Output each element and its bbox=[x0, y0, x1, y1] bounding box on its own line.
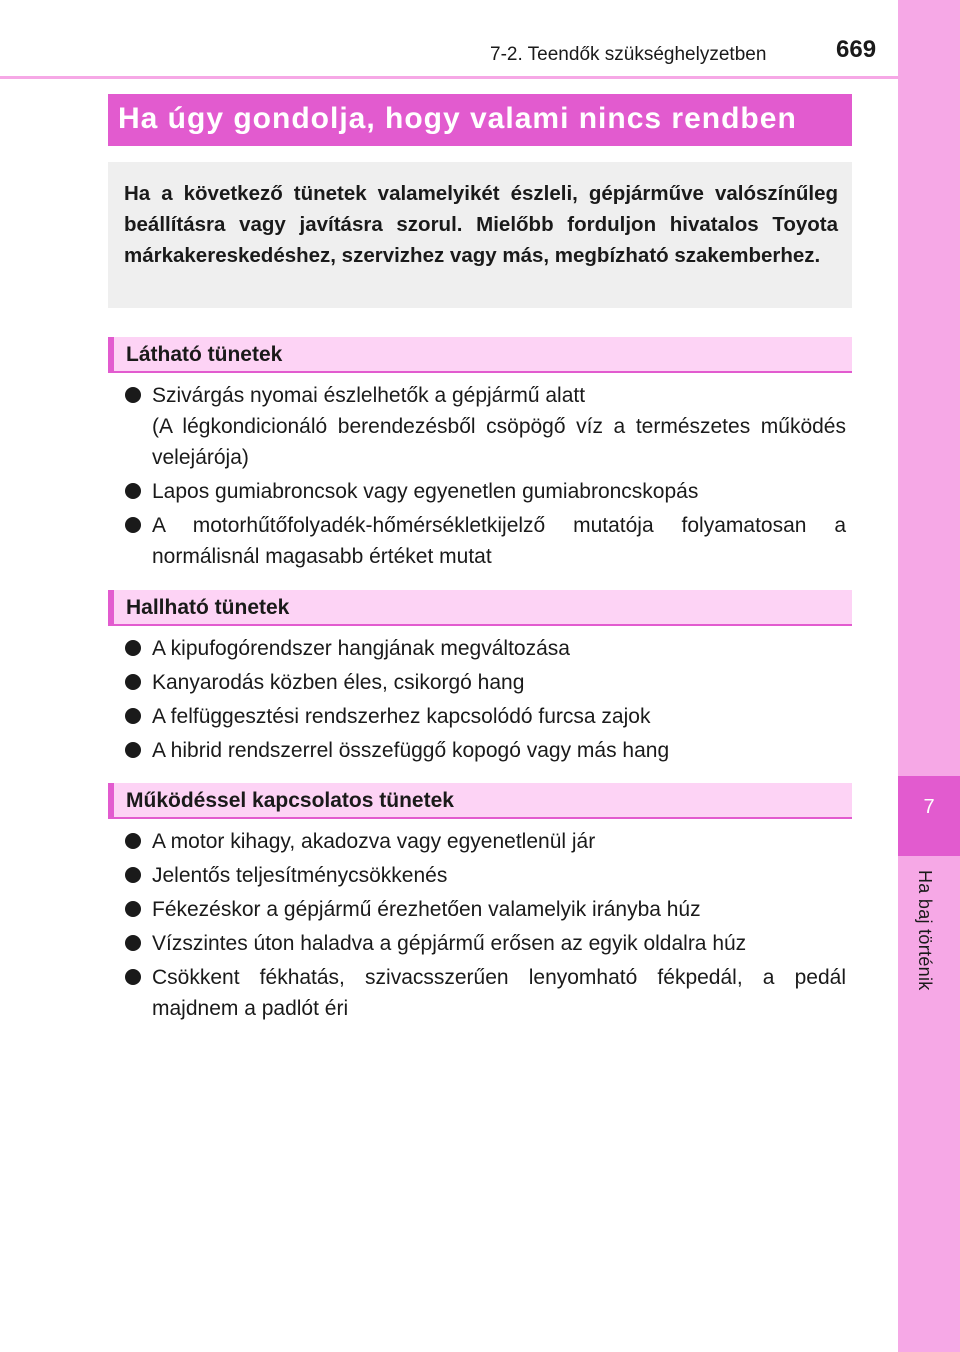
header-divider bbox=[0, 76, 898, 79]
list-item bbox=[124, 701, 846, 732]
bullet-dot-icon bbox=[125, 387, 141, 403]
page-title: Ha úgy gondolja, hogy valami nincs rendben bbox=[118, 102, 797, 135]
bullet-dot-icon bbox=[125, 640, 141, 656]
chapter-title: Ha baj történik bbox=[915, 870, 935, 991]
page-number: 669 bbox=[836, 36, 877, 63]
main-title-bar bbox=[108, 94, 852, 146]
running-head: 7-2. Teendők szükséghelyzetben bbox=[490, 44, 767, 65]
list-item bbox=[124, 633, 846, 664]
bullet-list-audible bbox=[124, 633, 846, 769]
section-title: Látható tünetek bbox=[126, 343, 283, 366]
bullet-dot-icon bbox=[125, 935, 141, 951]
bullet-dot-icon bbox=[125, 708, 141, 724]
intro-box bbox=[108, 162, 852, 308]
list-item-text: Szivárgás nyomai észlelhetők a gépjármű alatt bbox=[152, 384, 586, 407]
section-title: Hallható tünetek bbox=[126, 596, 290, 619]
list-item-text: A motor kihagy, akadozva vagy egyenetlenül jár bbox=[152, 830, 596, 853]
bullet-dot-icon bbox=[125, 517, 141, 533]
list-item bbox=[124, 510, 846, 572]
list-item bbox=[124, 380, 846, 473]
bullet-list-visible bbox=[124, 380, 846, 575]
bullet-dot-icon bbox=[125, 969, 141, 985]
list-item-text: Fékezéskor a gépjármű érezhetően valamelyik irányba húz bbox=[152, 898, 701, 921]
list-item-text: Kanyarodás közben éles, csikorgó hang bbox=[152, 671, 525, 694]
list-item-text: A kipufogórendszer hangjának megváltozása bbox=[152, 637, 570, 660]
bullet-dot-icon bbox=[125, 674, 141, 690]
bullet-dot-icon bbox=[125, 833, 141, 849]
list-item-text: A felfüggesztési rendszerhez kapcsolódó furcsa zajok bbox=[152, 705, 651, 728]
list-item-text: A motorhűtőfolyadék-hőmérsékletkijelző mutatója folyamatosan a normálisnál magasabb értéket mutat bbox=[152, 514, 846, 568]
section-title: Működéssel kapcsolatos tünetek bbox=[126, 789, 454, 812]
list-item-note: (A légkondicionáló berendezésből csöpögő víz a természetes működés velejárója) bbox=[152, 415, 846, 469]
section-heading-audible bbox=[108, 590, 852, 626]
list-item-text: A hibrid rendszerrel összefüggő kopogó vagy más hang bbox=[152, 739, 670, 762]
chapter-number: 7 bbox=[923, 796, 935, 818]
chapter-side-tab bbox=[898, 0, 960, 1352]
list-item bbox=[124, 667, 846, 698]
section-heading-operational bbox=[108, 783, 852, 819]
bullet-dot-icon bbox=[125, 901, 141, 917]
intro-text: Ha a következő tünetek valamelyikét észleli, gépjárműve valószínűleg beállításra vagy javításra szorul. Mielőbb forduljon hivatalos Toyota márkakereskedéshez, szervizhez vagy más, megbízható szakemberhez. bbox=[124, 182, 838, 267]
list-item bbox=[124, 928, 846, 959]
list-item-text: Lapos gumiabroncsok vagy egyenetlen gumiabroncskopás bbox=[152, 480, 699, 503]
list-item-text: Jelentős teljesítménycsökkenés bbox=[152, 864, 448, 887]
bullet-dot-icon bbox=[125, 483, 141, 499]
list-item-text: Vízszintes úton haladva a gépjármű erősen az egyik oldalra húz bbox=[152, 932, 747, 955]
list-item bbox=[124, 735, 846, 766]
bullet-dot-icon bbox=[125, 742, 141, 758]
section-heading-visible bbox=[108, 337, 852, 373]
list-item bbox=[124, 894, 846, 925]
bullet-dot-icon bbox=[125, 867, 141, 883]
list-item bbox=[124, 826, 846, 857]
list-item bbox=[124, 860, 846, 891]
list-item bbox=[124, 476, 846, 507]
list-item bbox=[124, 962, 846, 1024]
bullet-list-operational bbox=[124, 826, 846, 1027]
list-item-text: Csökkent fékhatás, szivacsszerűen lenyomható fékpedál, a pedál majdnem a padlót éri bbox=[152, 966, 846, 1020]
